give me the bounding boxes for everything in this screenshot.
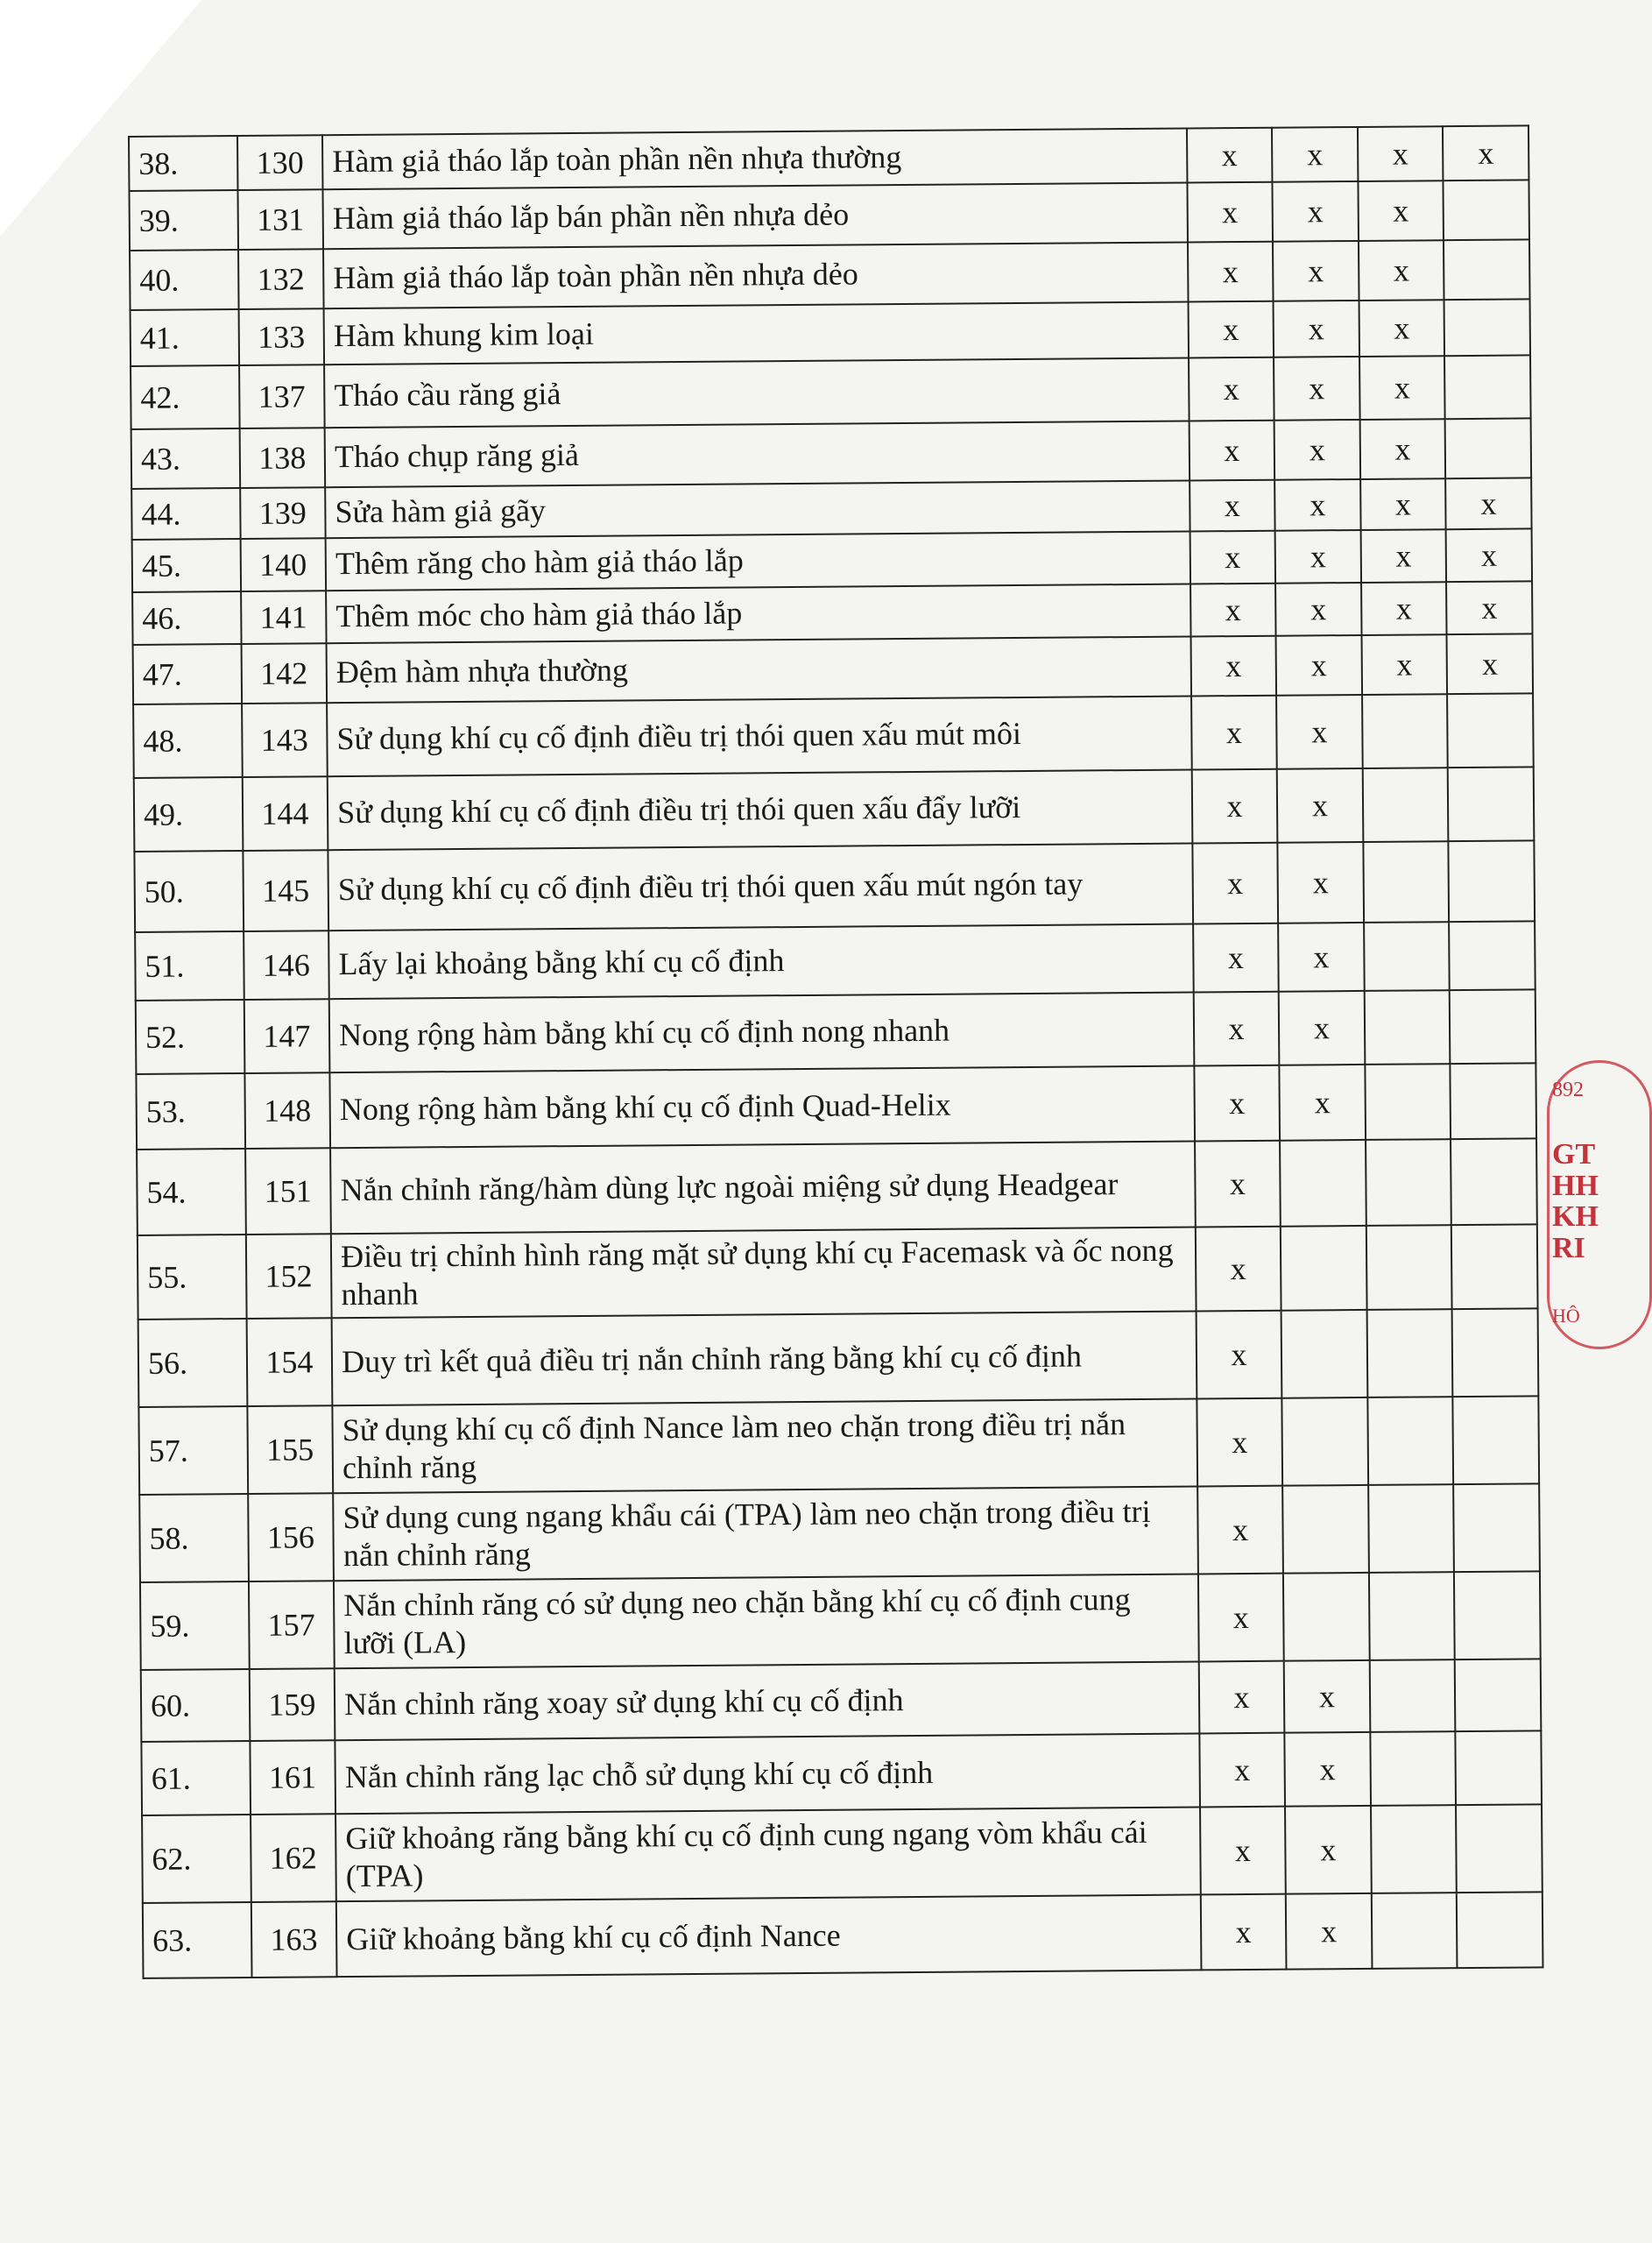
row-number: 43. (131, 428, 240, 489)
row-number: 48. (133, 704, 242, 778)
row-number: 50. (134, 851, 243, 932)
service-code: 152 (245, 1234, 331, 1319)
table-row (139, 1484, 1540, 1583)
level-mark-4 (1449, 840, 1535, 922)
level-mark-4 (1448, 767, 1534, 841)
service-code: 140 (240, 538, 326, 591)
row-number: 60. (141, 1669, 250, 1742)
level-mark-4 (1450, 989, 1536, 1064)
level-mark-3 (1372, 1893, 1458, 1970)
level-mark-2: x (1275, 583, 1361, 636)
service-code: 142 (241, 643, 327, 704)
service-name: Hàm khung kim loại (324, 302, 1189, 365)
level-mark-4: x (1447, 633, 1533, 694)
level-mark-2: x (1285, 1806, 1371, 1894)
service-name: Nắn chỉnh răng xoay sử dụng khí cụ cố định (335, 1662, 1199, 1741)
level-mark-1: x (1193, 923, 1279, 993)
level-mark-4 (1447, 693, 1533, 768)
stamp-text: GT HH KH RI (1552, 1138, 1599, 1265)
level-mark-2: x (1274, 357, 1359, 421)
service-code: 155 (247, 1406, 333, 1495)
level-mark-4 (1452, 1309, 1538, 1397)
table-row (140, 1572, 1541, 1671)
service-code: 141 (241, 591, 327, 644)
service-code: 130 (237, 135, 323, 190)
level-mark-3 (1370, 1660, 1456, 1733)
level-mark-1: x (1191, 696, 1277, 770)
table-row (142, 1805, 1543, 1904)
level-mark-3: x (1360, 529, 1446, 583)
level-mark-3 (1366, 1310, 1452, 1398)
service-code: 131 (237, 189, 323, 250)
service-code: 139 (240, 487, 326, 539)
service-name: Sửa hàm giả gãy (325, 480, 1190, 538)
level-mark-4 (1449, 921, 1535, 990)
service-name: Sử dụng khí cụ cố định điều trị thói quen xấu mút ngón tay (328, 843, 1193, 930)
level-mark-4 (1444, 239, 1529, 300)
service-code: 137 (239, 364, 325, 428)
level-mark-1: x (1188, 242, 1274, 302)
services-table (128, 124, 1543, 1979)
level-mark-4 (1451, 1224, 1537, 1309)
level-mark-1: x (1189, 421, 1274, 481)
level-mark-1: x (1190, 584, 1276, 637)
level-mark-1: x (1197, 1486, 1283, 1574)
service-name: Nong rộng hàm bằng khí cụ cố định nong nhanh (329, 992, 1194, 1072)
level-mark-4 (1444, 355, 1530, 419)
table-row (138, 1224, 1538, 1320)
service-name: Điều trị chỉnh hình răng mặt sử dụng khí cụ Facemask và ốc nong nhanh (331, 1227, 1196, 1318)
level-mark-3 (1370, 1732, 1456, 1807)
level-mark-3: x (1359, 300, 1444, 357)
level-mark-4 (1454, 1572, 1540, 1660)
service-name: Sử dụng khí cụ cố định điều trị thói quen xấu đẩy lưỡi (328, 769, 1192, 850)
service-code: 143 (242, 703, 328, 777)
level-mark-4: x (1446, 581, 1532, 634)
level-mark-3: x (1359, 240, 1444, 301)
level-mark-1: x (1190, 531, 1275, 584)
table-row (130, 239, 1529, 310)
level-mark-4 (1456, 1731, 1542, 1806)
row-number: 55. (138, 1235, 246, 1320)
service-name: Nắn chỉnh răng lạc chỗ sử dụng khí cụ cố định (335, 1734, 1200, 1815)
level-mark-2 (1281, 1226, 1366, 1311)
table-row (135, 921, 1536, 1001)
level-mark-2: x (1278, 923, 1364, 992)
level-mark-3 (1364, 922, 1450, 991)
services-table-body (129, 125, 1543, 1978)
level-mark-1: x (1200, 1807, 1286, 1895)
level-mark-4 (1455, 1659, 1541, 1732)
service-code: 145 (243, 850, 328, 931)
level-mark-1: x (1196, 1311, 1281, 1399)
level-mark-2: x (1275, 530, 1361, 584)
level-mark-3 (1363, 768, 1449, 842)
level-mark-2: x (1273, 181, 1359, 242)
level-mark-1: x (1190, 480, 1275, 532)
service-name: Duy trì kết quả điều trị nắn chỉnh răng bằng khí cụ cố định (332, 1312, 1197, 1406)
level-mark-2: x (1274, 301, 1359, 357)
row-number: 58. (139, 1494, 248, 1582)
service-name: Giữ khoảng răng bằng khí cụ cố định cung ngang vòm khẩu cái (TPA) (335, 1808, 1200, 1902)
level-mark-2: x (1280, 1065, 1366, 1141)
row-number: 46. (132, 591, 241, 645)
level-mark-2: x (1273, 241, 1359, 301)
level-mark-3 (1369, 1573, 1455, 1661)
table-row (133, 693, 1534, 778)
level-mark-3: x (1359, 419, 1445, 479)
level-mark-4 (1445, 418, 1531, 478)
service-name: Thêm móc cho hàm giả tháo lắp (326, 584, 1190, 643)
row-number: 59. (140, 1581, 249, 1670)
row-number: 53. (136, 1073, 244, 1150)
level-mark-1: x (1196, 1227, 1281, 1312)
stamp-bottom-text: HÔ (1552, 1305, 1580, 1327)
row-number: 38. (129, 136, 237, 191)
level-mark-3: x (1360, 478, 1446, 530)
level-mark-2: x (1284, 1660, 1370, 1733)
row-number: 40. (130, 250, 238, 310)
level-mark-3 (1362, 694, 1448, 768)
level-mark-4 (1456, 1805, 1542, 1893)
level-mark-4: x (1443, 125, 1528, 180)
level-mark-3 (1368, 1485, 1454, 1574)
level-mark-2: x (1278, 842, 1364, 923)
service-code: 144 (242, 776, 328, 851)
table-row (143, 1893, 1543, 1979)
table-row (138, 1309, 1539, 1408)
service-name: Nắn chỉnh răng có sử dụng neo chặn bằng khí cụ cố định cung lưỡi (LA) (334, 1574, 1198, 1669)
table-row (136, 1063, 1536, 1150)
table-row (134, 767, 1535, 852)
table-row (137, 1138, 1537, 1235)
service-name: Sử dụng khí cụ cố định điều trị thói quen xấu mút môi (327, 696, 1191, 776)
service-code: 156 (248, 1494, 334, 1582)
level-mark-2: x (1286, 1893, 1372, 1970)
level-mark-2: x (1277, 768, 1363, 843)
level-mark-3: x (1361, 634, 1447, 695)
row-number: 63. (143, 1902, 251, 1978)
level-mark-2: x (1274, 420, 1360, 480)
service-code: 163 (251, 1902, 336, 1978)
red-stamp (1542, 1060, 1599, 1349)
row-number: 45. (132, 539, 241, 592)
level-mark-1: x (1197, 1398, 1282, 1487)
level-mark-1: x (1189, 357, 1274, 421)
service-name: Hàm giả tháo lắp toàn phần nền nhựa thường (322, 129, 1187, 190)
service-code: 151 (245, 1148, 331, 1235)
table-row (141, 1659, 1542, 1743)
level-mark-3: x (1358, 126, 1444, 181)
row-number: 54. (137, 1149, 245, 1235)
row-number: 62. (142, 1815, 251, 1903)
row-number: 52. (136, 1000, 244, 1074)
level-mark-3: x (1361, 582, 1447, 635)
level-mark-1: x (1188, 301, 1274, 358)
level-mark-3 (1363, 841, 1449, 923)
level-mark-1: x (1187, 182, 1273, 243)
level-mark-2: x (1274, 479, 1360, 531)
level-mark-1: x (1198, 1661, 1284, 1734)
table-row (133, 633, 1533, 704)
table-row (141, 1731, 1542, 1816)
row-number: 44. (131, 488, 240, 540)
level-mark-4: x (1445, 478, 1531, 529)
level-mark-4 (1451, 1063, 1536, 1139)
service-code: 148 (244, 1072, 330, 1149)
level-mark-3 (1366, 1225, 1452, 1310)
level-mark-3 (1366, 1139, 1451, 1226)
level-mark-2 (1282, 1485, 1368, 1574)
service-name: Hàm giả tháo lắp bán phần nền nhựa dẻo (323, 183, 1188, 250)
level-mark-1: x (1195, 1141, 1281, 1228)
level-mark-2 (1283, 1573, 1369, 1661)
level-mark-4 (1453, 1397, 1539, 1485)
level-mark-2: x (1276, 635, 1362, 696)
service-code: 157 (249, 1581, 335, 1670)
row-number: 56. (138, 1319, 247, 1407)
row-number: 61. (141, 1741, 250, 1815)
service-code: 146 (244, 930, 329, 1000)
service-name: Giữ khoảng bằng khí cụ cố định Nance (336, 1895, 1201, 1978)
level-mark-2: x (1272, 127, 1358, 182)
level-mark-1: x (1190, 636, 1276, 697)
level-mark-2 (1280, 1140, 1366, 1227)
level-mark-1: x (1198, 1574, 1284, 1662)
level-mark-1: x (1199, 1733, 1285, 1808)
level-mark-2 (1282, 1397, 1368, 1486)
row-number: 51. (135, 931, 244, 1001)
service-name: Nong rộng hàm bằng khí cụ cố định Quad-Helix (330, 1065, 1195, 1148)
level-mark-3 (1371, 1806, 1457, 1894)
row-number: 47. (133, 644, 242, 704)
level-mark-1: x (1191, 769, 1277, 844)
service-name: Tháo chụp răng giả (325, 421, 1190, 487)
table-row (134, 840, 1535, 932)
level-mark-4: x (1446, 528, 1532, 582)
service-name: Tháo cầu răng giả (324, 357, 1189, 428)
row-number: 57. (138, 1406, 247, 1495)
level-mark-2: x (1285, 1732, 1371, 1807)
table-row (129, 180, 1528, 251)
level-mark-3 (1367, 1397, 1453, 1486)
level-mark-2: x (1279, 991, 1365, 1065)
level-mark-1: x (1193, 992, 1279, 1066)
row-number: 41. (131, 309, 239, 366)
level-mark-1: x (1187, 128, 1273, 183)
level-mark-4 (1444, 299, 1530, 356)
row-number: 42. (131, 365, 239, 429)
table-row (136, 989, 1536, 1074)
service-code: 147 (244, 999, 329, 1073)
service-code: 138 (239, 428, 325, 488)
level-mark-2: x (1276, 695, 1362, 769)
table-row (131, 418, 1531, 489)
service-name: Sử dụng khí cụ cố định Nance làm neo chặn trong điều trị nắn chỉnh răng (333, 1399, 1197, 1494)
service-name: Sử dụng cung ngang khẩu cái (TPA) làm neo chặn trong điều trị nắn chỉnh răng (333, 1487, 1197, 1581)
level-mark-2 (1281, 1310, 1367, 1398)
service-code: 162 (251, 1815, 336, 1903)
row-number: 39. (129, 190, 237, 251)
service-code: 133 (238, 308, 324, 365)
service-name: Thêm răng cho hàm giả tháo lắp (326, 531, 1190, 591)
level-mark-4 (1457, 1893, 1543, 1969)
level-mark-3: x (1359, 356, 1445, 420)
service-code: 161 (250, 1741, 335, 1815)
level-mark-1: x (1192, 843, 1278, 924)
level-mark-1: x (1194, 1065, 1280, 1142)
service-code: 154 (246, 1319, 332, 1407)
level-mark-4 (1444, 180, 1529, 240)
stamp-number: 892 (1552, 1079, 1584, 1101)
level-mark-3 (1365, 1064, 1451, 1140)
level-mark-1: x (1200, 1894, 1286, 1971)
service-name: Hàm giả tháo lắp toàn phần nền nhựa dẻo (323, 243, 1188, 309)
table-row (131, 355, 1531, 429)
service-code: 132 (238, 249, 324, 309)
row-number: 49. (134, 777, 243, 852)
service-name: Nắn chỉnh răng/hàm dùng lực ngoài miệng sử dụng Headgear (330, 1141, 1195, 1234)
service-code: 159 (249, 1669, 335, 1742)
service-name: Đệm hàm nhựa thường (327, 636, 1191, 703)
level-mark-3 (1365, 990, 1451, 1065)
service-name: Lấy lại khoảng bằng khí cụ cố định (328, 923, 1193, 999)
level-mark-4 (1451, 1138, 1536, 1225)
level-mark-4 (1454, 1484, 1540, 1573)
level-mark-3: x (1358, 180, 1444, 241)
table-row (138, 1397, 1539, 1496)
